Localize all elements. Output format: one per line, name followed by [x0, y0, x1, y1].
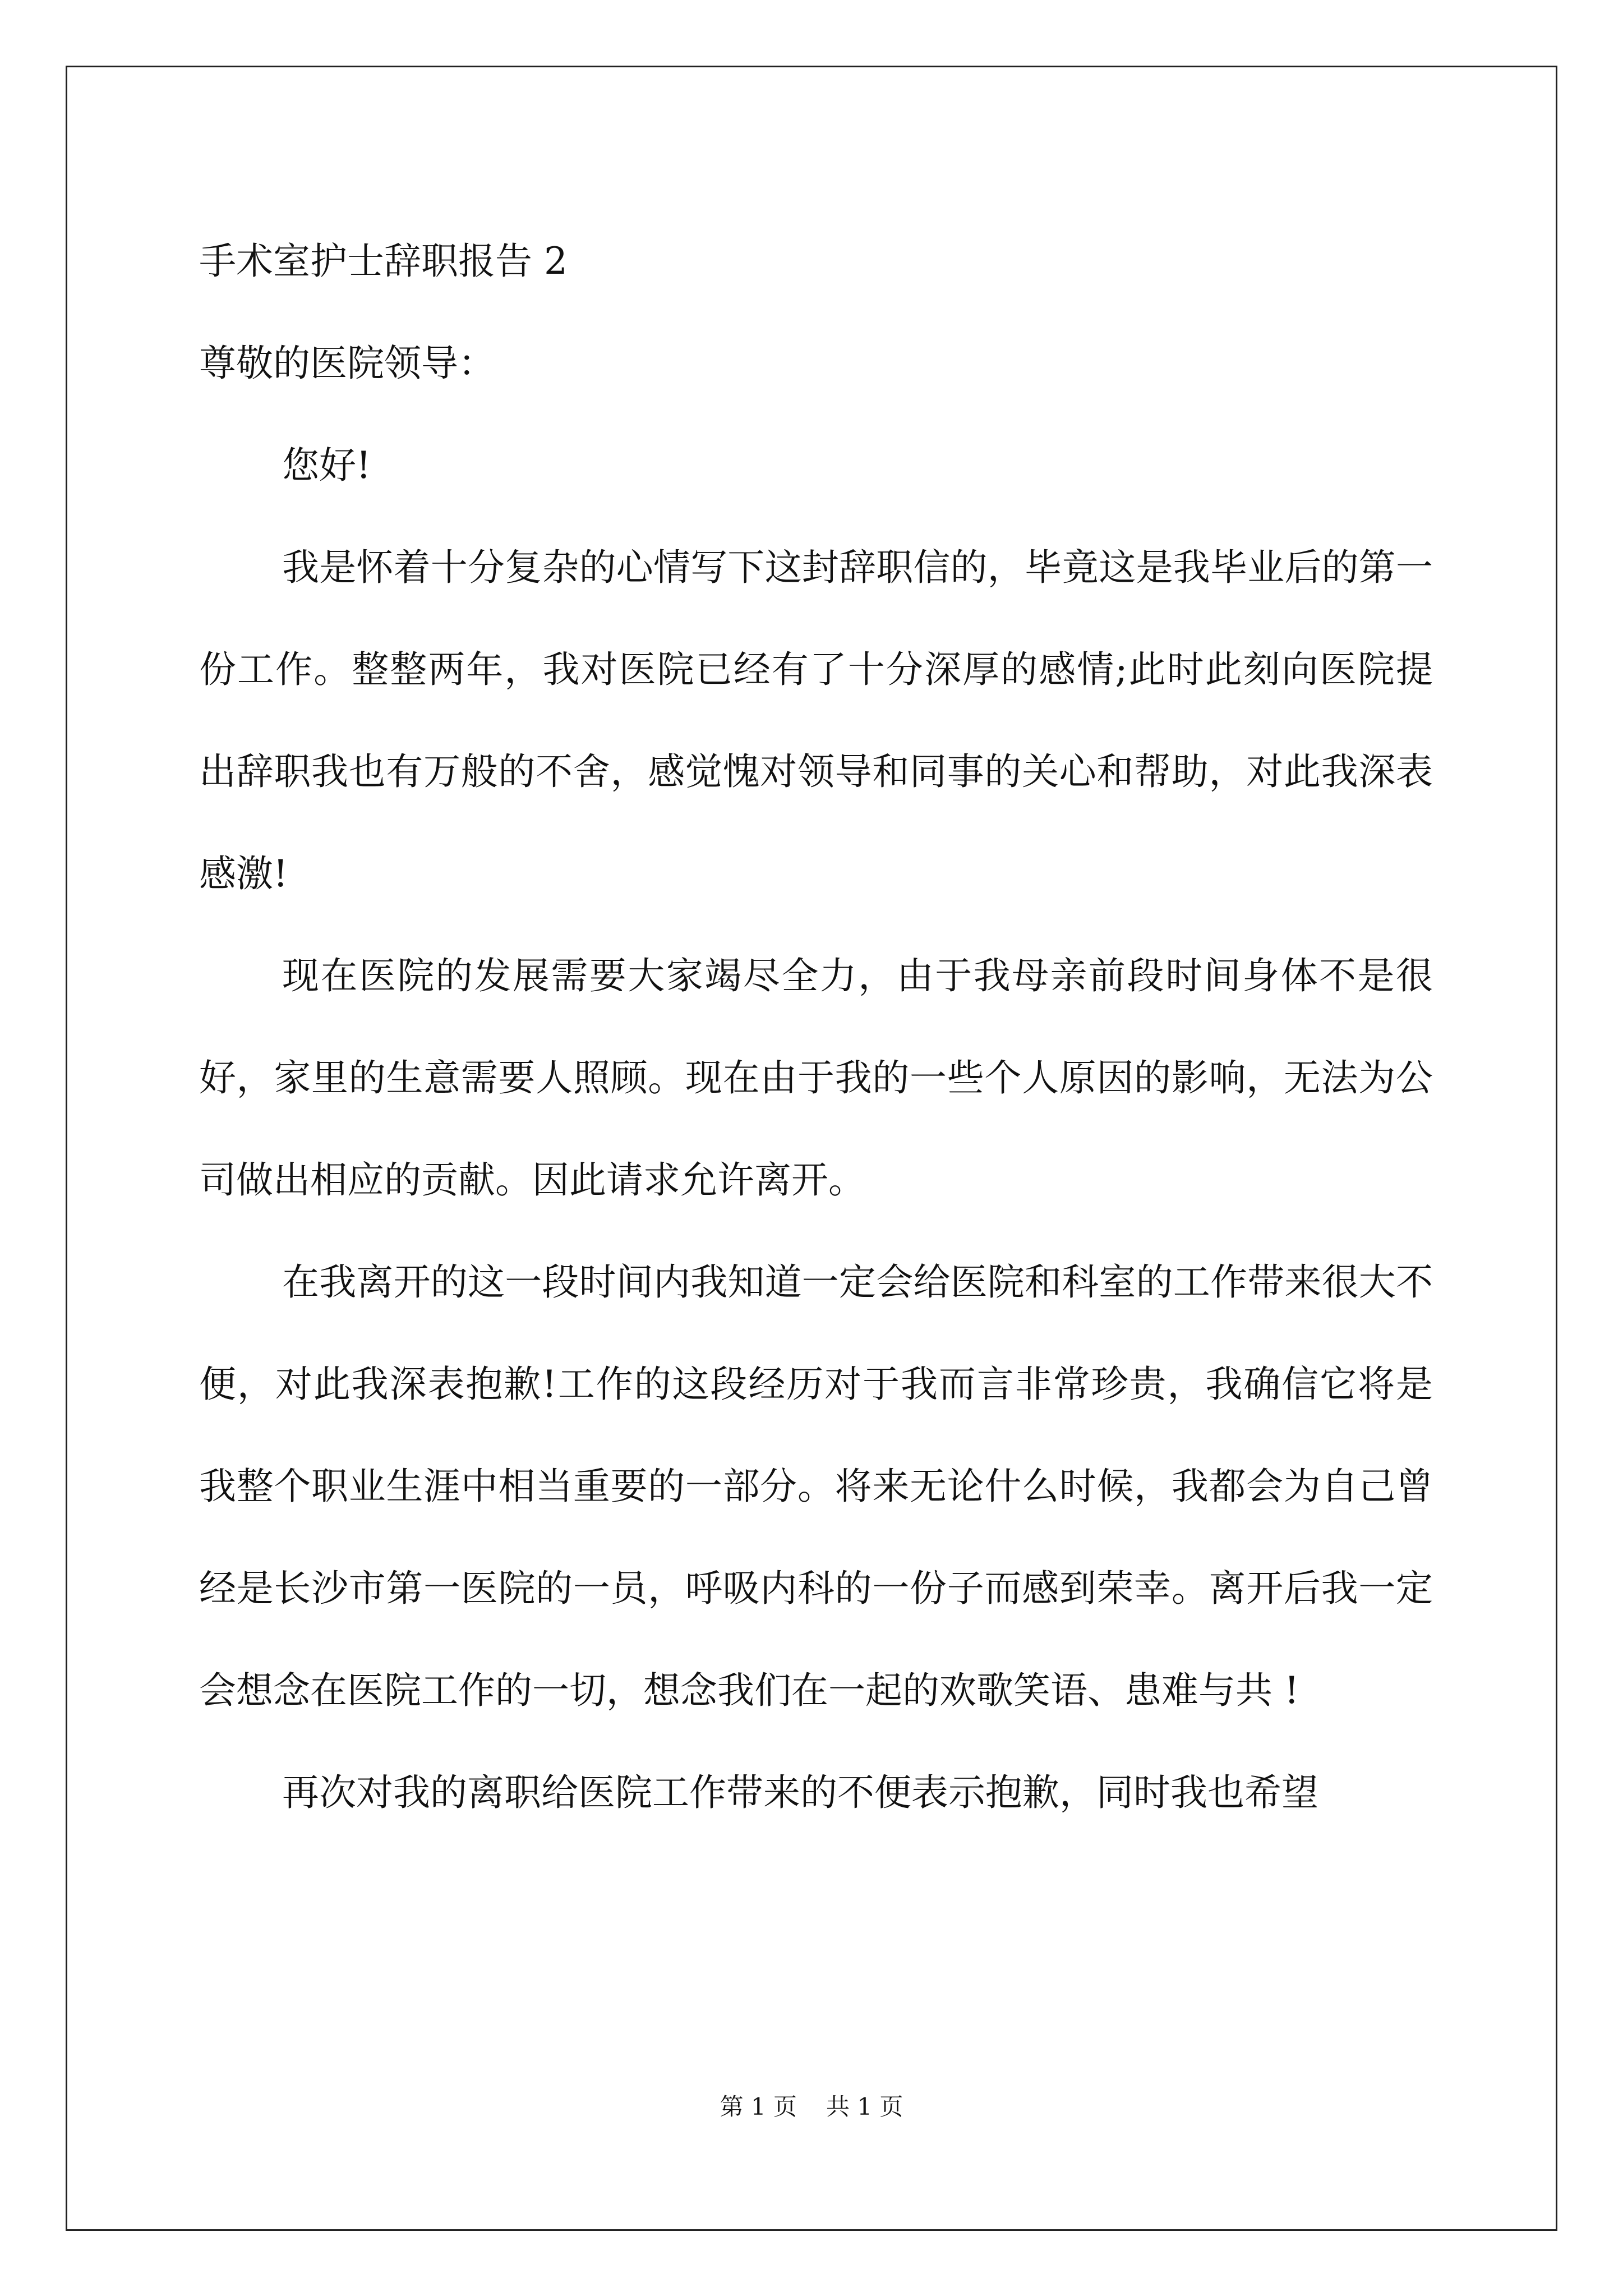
greeting: 您好!: [282, 444, 371, 487]
paragraph-4: 再次对我的离职给医院工作带来的不便表示抱歉，同时我也希望: [282, 1771, 1318, 1814]
document-body: [199, 210, 1433, 1844]
paragraph-2: 现在医院的发展需要大家竭尽全力，由于我母亲前段时间身体不是很好，家里的生意需要人照顾。现在由于我的一些个人原因的影响，无法为公司做出相应的贡献。因此请求允许离开。: [199, 954, 1433, 1202]
page-footer: [0, 2090, 1623, 2124]
page-number: 第 1 页: [720, 2093, 797, 2120]
document-title: 手术室护士辞职报告 2: [199, 240, 568, 283]
page-total: 共 1 页: [826, 2093, 903, 2120]
paragraph-1: 我是怀着十分复杂的心情写下这封辞职信的，毕竟这是我毕业后的第一份工作。整整两年，我对医院已经有了十分深厚的感情;此时此刻向医院提出辞职我也有万般的不舍，感觉愧对领导和同事的关心和帮助，对此我深表感激!: [199, 546, 1433, 895]
salutation: 尊敬的医院领导：: [199, 342, 495, 385]
paragraph-3: 在我离开的这一段时间内我知道一定会给医院和科室的工作带来很大不便，对此我深表抱歉!工作的这段经历对于我而言非常珍贵，我确信它将是我整个职业生涯中相当重要的一部分。将来无论什么时候，我都会为自己曾经是长沙市第一医院的一员，呼吸内科的一份子而感到荣幸。离开后我一定会想念在医院工作的一切，想念我们在一起的欢歌笑语、患难与共 !: [199, 1260, 1433, 1712]
